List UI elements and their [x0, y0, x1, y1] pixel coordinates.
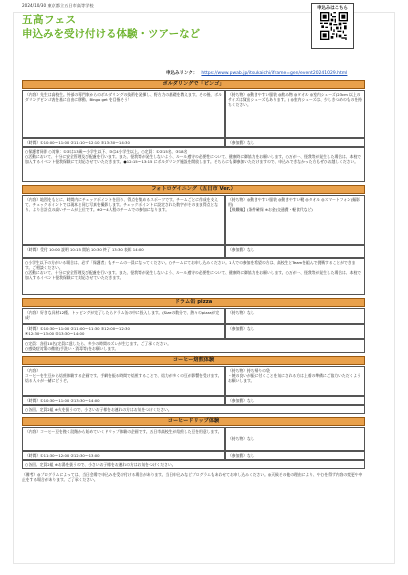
drip-time-cell [22, 451, 225, 460]
page-title: 五高フェス [22, 14, 77, 26]
bouldering-items-cell [225, 90, 365, 138]
bouldering-content: （内容）先生は高校生。外部の専門家からのボルダリングの技術を発揮し、野方力の基礎を教えます。その後、ボルダリングビンゴ表を基に自由に移動、Bingo get を目指そう！ [25, 92, 222, 103]
rogaining-content-cell [22, 195, 225, 245]
apply-link[interactable]: https://www.pwab.jp/itsukaichi/iframe=gen/event20241029.html [201, 71, 348, 76]
section-title-photo-rogaining: フォトロゲイニング（五日市 Ver.） [22, 185, 365, 194]
rogaining-fee: （参加費）なし [228, 247, 255, 252]
roasting-items-cell [225, 366, 365, 396]
bouldering-time-cell [22, 138, 225, 147]
roasting-content: （内容） コーヒーを生豆から焙煎体験する企画です。手網を振る時間で焙煎することで、焙力が多くの豆が影響を受けます。焙る人々が一緒にどうぞ。 [25, 368, 222, 384]
pizza-fee-cell [225, 324, 365, 339]
bouldering-fee-cell [225, 138, 365, 147]
roasting-fee: （参加費）なし [228, 398, 255, 403]
rogaining-items: （持ち物）◎動きやすい服装 ◎動きやすい靴 ◎タオル ◎スマートフォン(撮影用) 【飛躍編】(条件確保 ※お金(交通費・軽食代など) [228, 197, 360, 213]
bouldering-notes-cell [22, 147, 365, 182]
roasting-content-cell [22, 366, 225, 396]
pizza-time-cell [22, 324, 225, 339]
qr-panel[interactable] [311, 3, 354, 49]
page-subtitle: 申込みを受け付ける体験・ツアーなど [22, 28, 201, 40]
rogaining-notes-cell [22, 258, 365, 295]
drip-content: （内容）コーヒー豆を挽く段階から始めていくドリップ体験の企画です。五日市高校生が焙煎した豆を用意します。 [25, 429, 222, 434]
drip-fee: （参加費）なし [228, 453, 255, 458]
apply-link-row [166, 70, 347, 76]
date-line: 2024/10/30 東京都立五日市高等学校 [22, 3, 94, 8]
pizza-items-cell [225, 308, 365, 324]
drip-notes: ○各回、定員2組 ※お湯を扱うので、小さいお子様をお連れの方はお気をつけください。 [25, 462, 176, 467]
section-title-bouldering: ボルダリングで「ピンゴ」 [22, 80, 365, 89]
drip-content-cell [22, 427, 225, 451]
section-title-drum-pizza: ドラム缶 pizza [22, 298, 365, 307]
roasting-time: （時間）①10:30〜11:00 ②13:30〜14:00 [25, 398, 100, 403]
qr-code-icon[interactable] [320, 12, 348, 40]
footer-note: （備考）◎プログラムによっては、当日会場で申込みを受け付ける場合があります。当日申込みなどプログラムもあわせてお申し込みください。◎天候その他の理由により、やむを得ず内容の変更や中止をする場合があります。ご了承ください。 [22, 472, 363, 483]
drip-items: （持ち物）なし [228, 436, 255, 441]
bouldering-fee: （参加費）なし [228, 140, 255, 145]
rogaining-fee-cell [225, 245, 365, 258]
bouldering-content-cell [22, 90, 225, 138]
pizza-fee: （参加費）なし [228, 326, 255, 331]
pizza-time: （時間）①10:30〜11:00 ②11:00〜11:30 ③12:00〜12:30 ④12:30〜13:00 ⑤13:30〜14:00 [25, 326, 130, 337]
rogaining-content: （内容）地図をもとに、時間内にチェックポイントを回り、得点を集めるスポーツです。チームごとに作成を支えて、チェックポイントでは現本と同じ写真を撮影します。チェックポイントに設定された数字がそのまま得点となり、より合計点の高いチームが上位です。※2〜4人程のチームでの参加になります。 [25, 197, 219, 213]
apply-link-label: 申込みリンク： [166, 71, 198, 76]
roasting-fee-cell [225, 396, 365, 405]
bouldering-time: （時間）①10:00〜11:00 ②11:10〜12:10 ③13:30〜14:30 [25, 140, 130, 145]
pizza-content: （内容）好きな具材12種、トッピングが完了したらドラム缶の中に投入します。(Sizeの数分で、熱々のpizzaが完成！ [25, 310, 220, 321]
drip-items-cell [225, 427, 365, 451]
drip-time: （時間）①11:30〜12:00 ②12:30〜13:00 [25, 453, 100, 458]
rogaining-notes: ○小学生以下の方がいる場合は、必ず「保護者」もチームの一員になってください。○チームにてお申し込みください。1人での参加を希望の方は、高校生とTeamを組んで挑戦することができます。ご相談ください。 ○活動において、十分に安全管理及び配慮を行います。また、怪我等が発生しないよう、ルール遵守の必要性について、健康時に御協力をお願いします。○万が一、怪我等が発生した場合は、本校で加入するイベント怪我保険にて対応させていただきます。 [25, 260, 362, 281]
roasting-notes-cell [22, 405, 365, 414]
drip-notes-cell [22, 460, 365, 469]
drip-fee-cell [225, 451, 365, 460]
roasting-items: （持ち物）持ち帰りの袋 ・焼の良いが振に付くことを気にされる方は上着の準備にご協力いただくようお願いします。 [228, 368, 361, 384]
roasting-time-cell [22, 396, 225, 405]
rogaining-time: （時間）受付 10:00 説明 10:15 開始 10:30 終了 13:30 表彰 14:00 [25, 247, 144, 252]
rogaining-items-cell [225, 195, 365, 245]
section-title-coffee-roasting: コーヒー焙煎体験 [22, 356, 365, 365]
section-title-coffee-drip: コーヒードリップ体験 [22, 417, 365, 426]
pizza-items: （持ち物）なし [228, 310, 255, 315]
pizza-notes: ○定員：各回10名(定員に達したら、多少の時間のズレが生じます。ご了承ください。 ○感染症対策の徹底(手洗い・消毒等)をお願いします。 [25, 341, 172, 352]
bouldering-items: （持ち物）◎動きやすい服装 ◎飲み物 ◎タオル ◎室内シューズ(23cm 以上のサイズは貸出シューズもあります。) ◎室内シューズは、少しきつめのものを持ちください。 [228, 92, 362, 108]
qr-label: 申込みはこちら [317, 6, 348, 11]
rogaining-time-cell [22, 245, 225, 258]
pizza-notes-cell [22, 339, 365, 353]
bouldering-notes: ○保護者同伴 ○対象：①②は13歳〜小学生以下、③は4小学生以上。○定員：①②15名、③18名 ○活動において、十分に安全管理及び配慮を行います。また、怪我等が発生しないよう、ルール遵守の必要性について、健康時に御協力をお願いします。○万が一、怪我等が発生した場合は、本校で加入するイベント怪我保険にて対応させていただきます。●12:15〜13:15 にボルダリング施設を開放します。そちらにも御参加いただけますので、申込みできなかった方もぜひお越しください。 [25, 149, 362, 165]
roasting-notes: ○各回、定員2組 ※火を扱うので、小さいお子様をお連れの方はお気をつけください。 [25, 407, 172, 412]
pizza-content-cell [22, 308, 225, 324]
